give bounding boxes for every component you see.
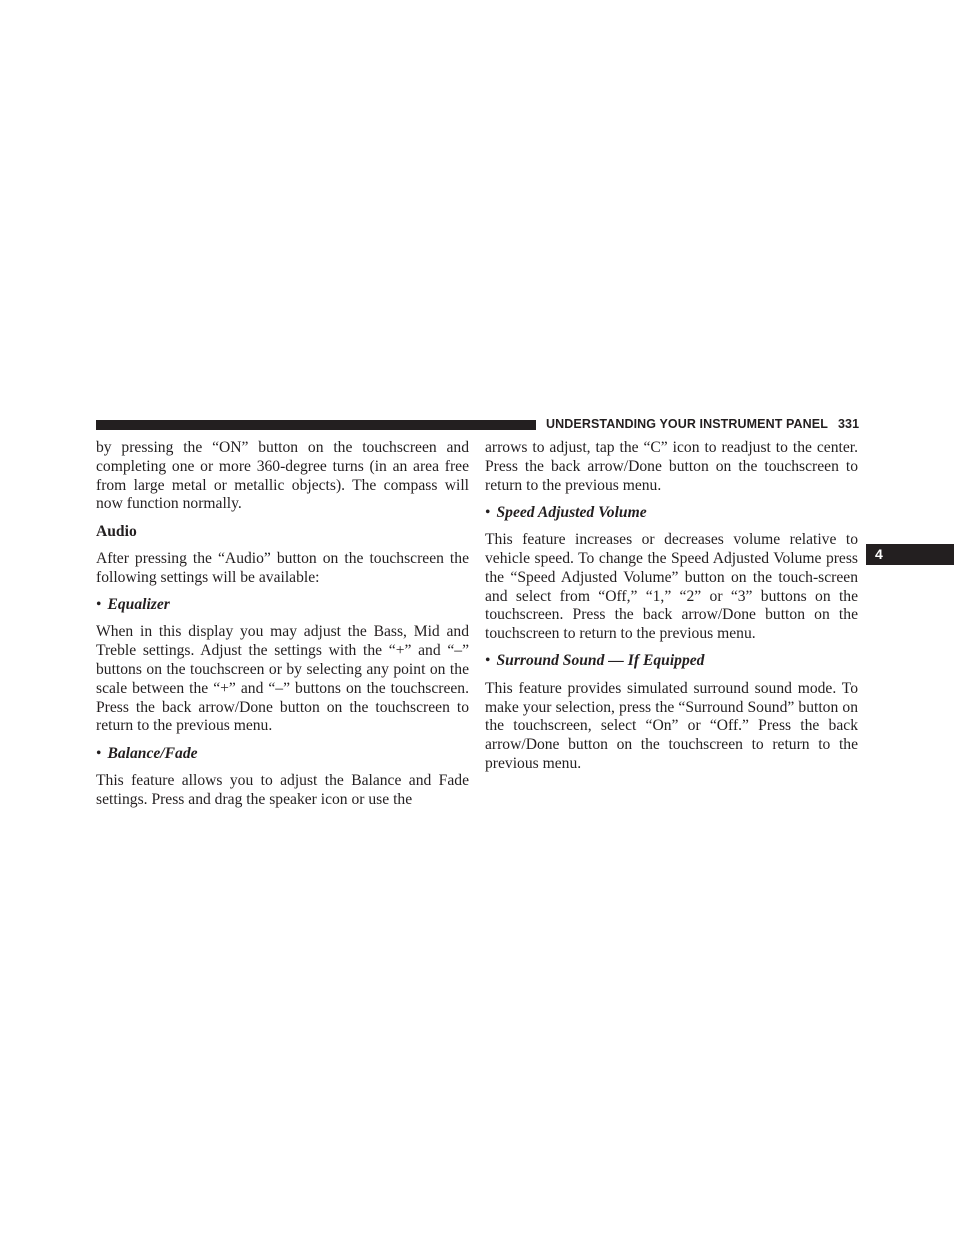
bullet-item-equalizer bbox=[96, 596, 469, 615]
header-rule bbox=[96, 420, 536, 430]
paragraph: This feature allows you to adjust the Balance and Fade settings. Press and drag the speaker icon or use the bbox=[96, 771, 469, 808]
bullet-item-speed-adjusted-volume bbox=[485, 504, 858, 523]
bullet-label: Equalizer bbox=[107, 596, 170, 614]
bullet-label: Balance/Fade bbox=[107, 744, 198, 762]
page-number: 331 bbox=[837, 417, 860, 431]
paragraph: When in this display you may adjust the Bass, Mid and Treble settings. Adjust the settings with the “+” and “–” buttons on the touchscreen or by selecting any point on the scale between the “+” and “–” buttons on the touchscreen. Press the back arrow/Done button on the touchscreen to return to the previous menu. bbox=[96, 623, 469, 735]
bullet-icon: • bbox=[485, 503, 491, 521]
running-header bbox=[546, 417, 858, 431]
heading-audio: Audio bbox=[96, 522, 137, 540]
left-column bbox=[96, 439, 469, 818]
right-column bbox=[485, 439, 858, 782]
bullet-item-surround-sound bbox=[485, 652, 858, 671]
bullet-label: Speed Adjusted Volume bbox=[496, 503, 647, 521]
bullet-label: Surround Sound — If Equipped bbox=[496, 652, 705, 670]
paragraph: This feature provides simulated surround sound mode. To make your selection, press the “Surround Sound” button on the touchscreen, select “On” or “Off.” Press the back arrow/Done button on the touchscreen to return to the previous menu. bbox=[485, 679, 858, 772]
section-title: UNDERSTANDING YOUR INSTRUMENT PANEL bbox=[546, 417, 828, 431]
chapter-tab: 4 bbox=[866, 544, 954, 565]
bullet-icon: • bbox=[485, 652, 491, 670]
paragraph: After pressing the “Audio” button on the touchscreen the following settings will be available: bbox=[96, 549, 469, 586]
bullet-icon: • bbox=[96, 596, 102, 614]
bullet-item-balance-fade bbox=[96, 745, 469, 764]
paragraph: This feature increases or decreases volume relative to vehicle speed. To change the Speed Adjusted Volume press the “Speed Adjusted Volume” button on the touch-screen and select from “Off,” “1,” “2” or “3” buttons on the touchscreen. Press the back arrow/Done button on the touchscreen to return to the previous menu. bbox=[485, 531, 858, 643]
paragraph: by pressing the “ON” button on the touchscreen and completing one or more 360-degree turns (in an area free from large metal or metallic objects). The compass will now function normally. bbox=[96, 439, 469, 513]
paragraph: arrows to adjust, tap the “C” icon to readjust to the center. Press the back arrow/Done button on the touchscreen to return to the previous menu. bbox=[485, 439, 858, 494]
bullet-icon: • bbox=[96, 744, 102, 762]
